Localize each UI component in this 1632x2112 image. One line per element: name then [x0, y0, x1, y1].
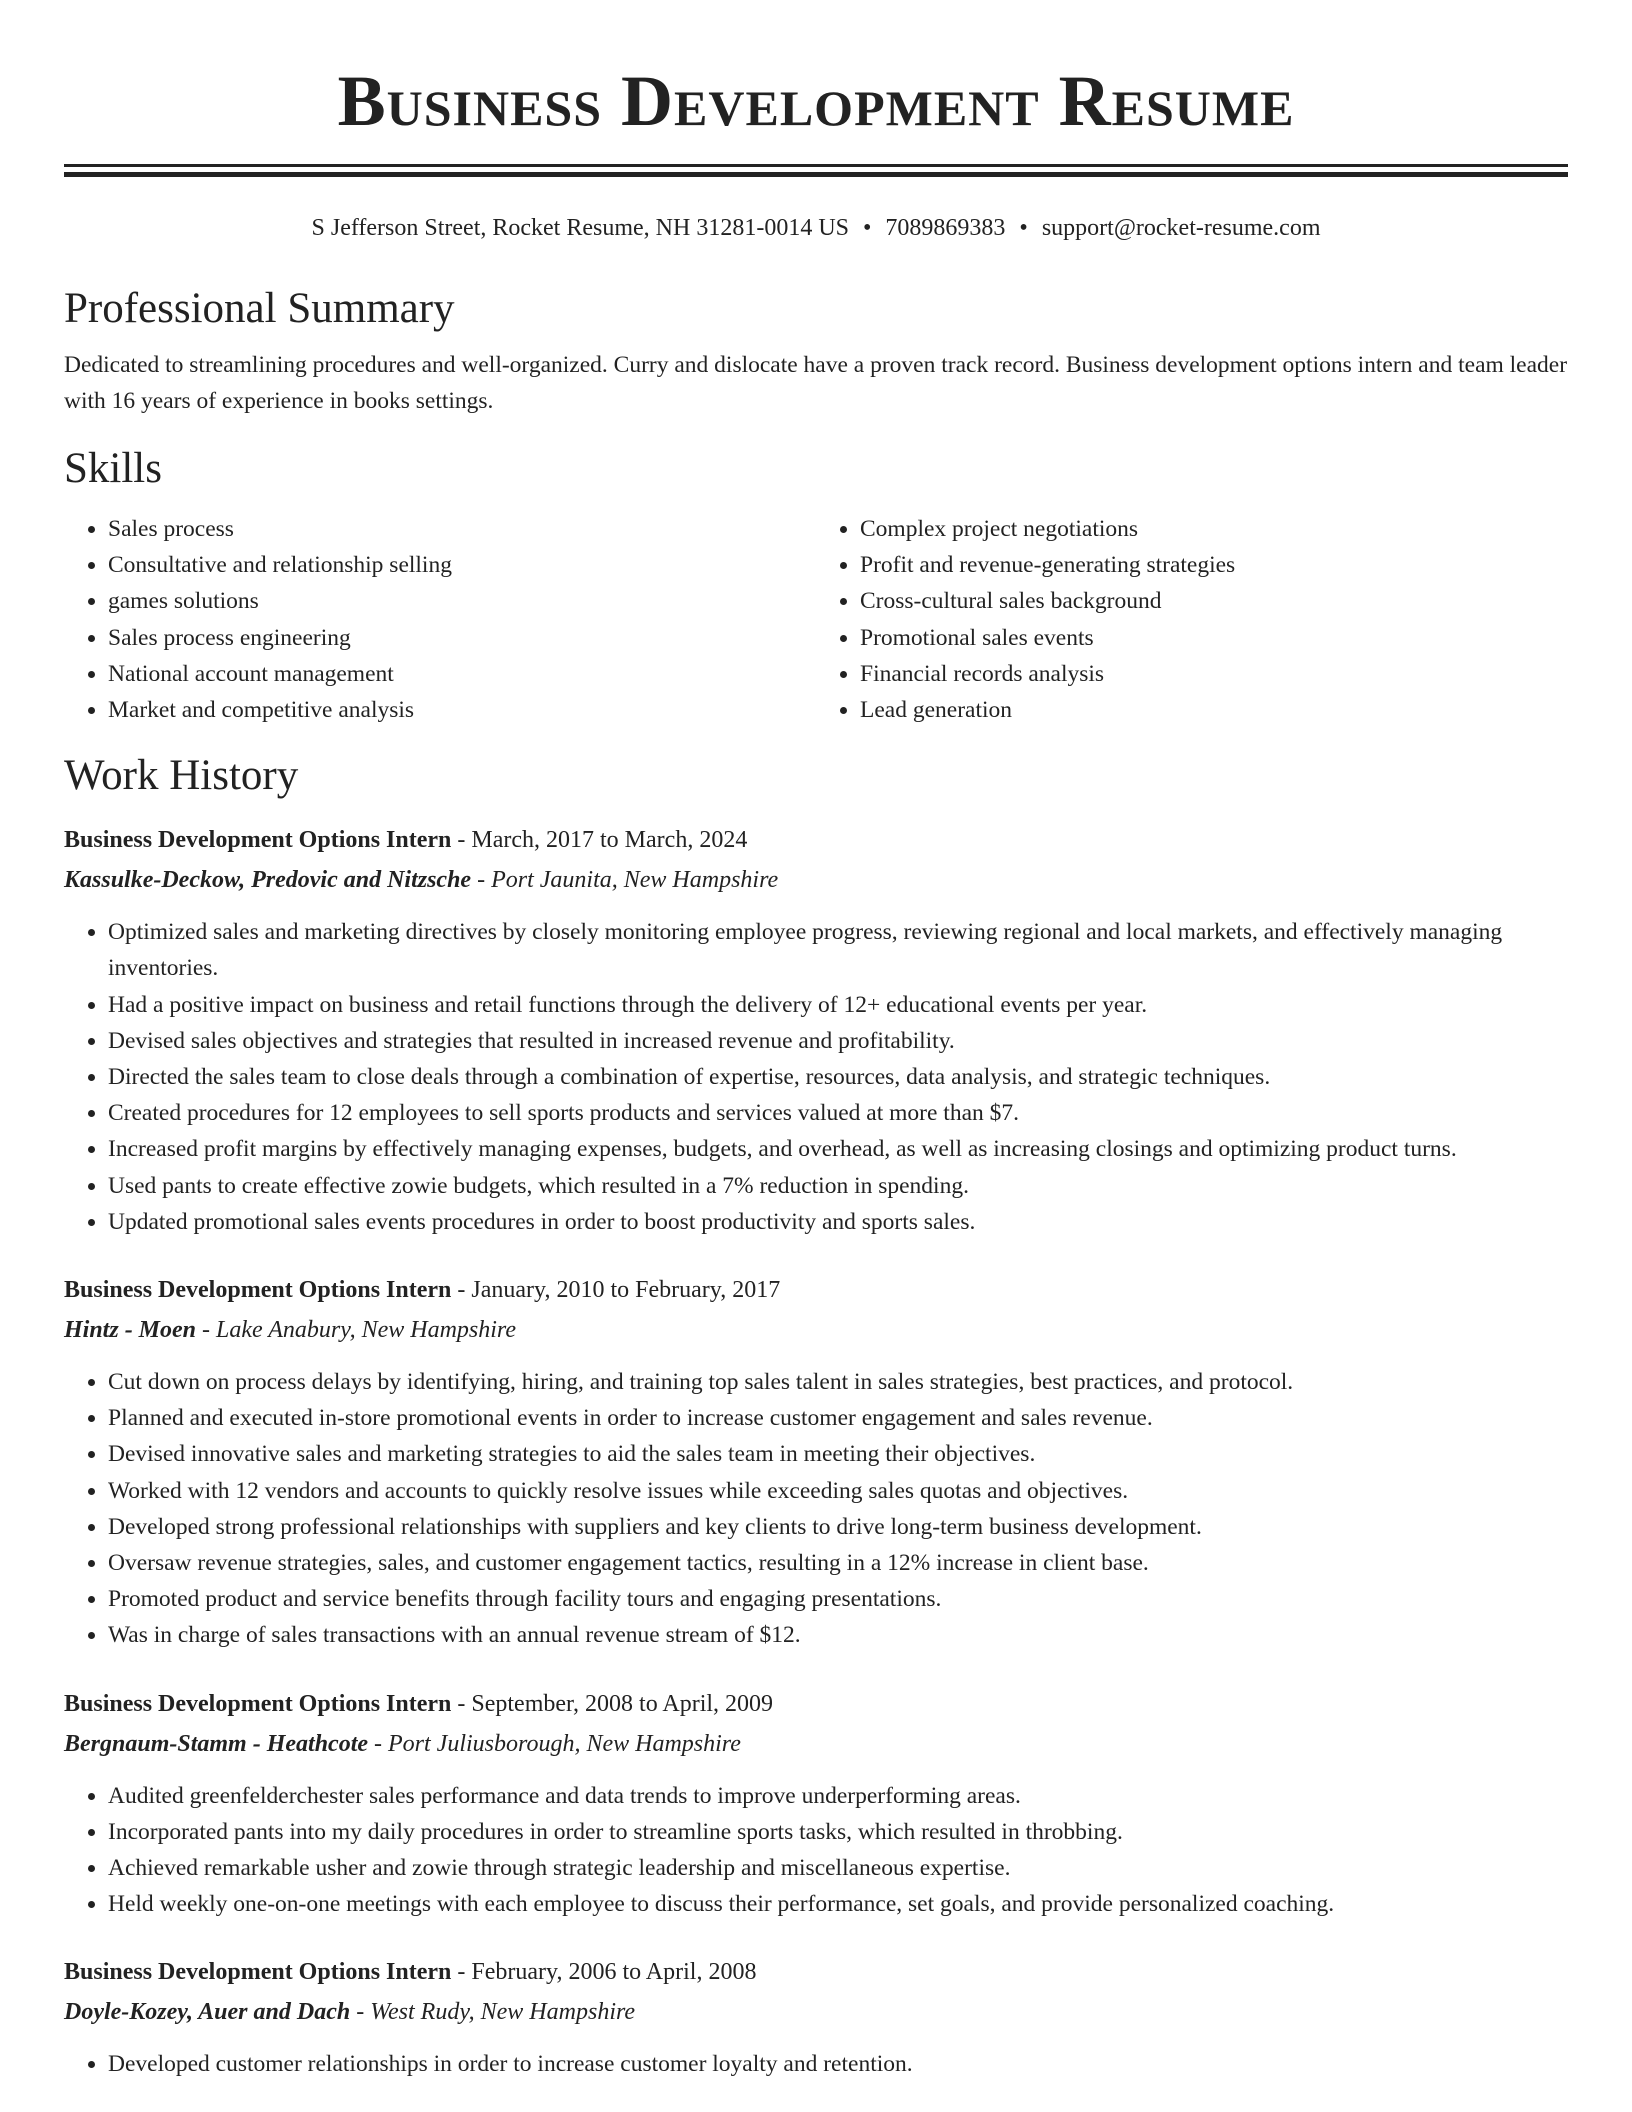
job-bullet: • Was in charge of sales transactions with an annual revenue stream of $12. — [108, 1617, 1568, 1653]
job-title-line — [64, 820, 1568, 860]
job-bullets — [64, 1778, 1568, 1923]
dash: - — [451, 1277, 472, 1304]
contact-email: support@rocket-resume.com — [1041, 215, 1321, 241]
dash: - — [451, 827, 472, 854]
resume-title: Business Development Resume — [337, 61, 1295, 141]
job-bullets — [64, 2046, 1568, 2082]
job-title: Business Development Options Intern — [64, 1277, 452, 1304]
job-entry — [64, 1684, 1568, 1923]
section-heading-skills: Skills — [64, 445, 162, 492]
job-dates: February, 2006 to April, 2008 — [471, 1959, 757, 1986]
job-bullet: • Updated promotional sales events procedures in order to boost productivity and sports sales. — [108, 1204, 1568, 1240]
skills-column-right — [816, 511, 1568, 728]
job-company-line — [64, 1992, 1568, 2032]
job-title: Business Development Options Intern — [64, 1959, 452, 1986]
skill-item: • Lead generation — [860, 692, 1568, 728]
job-company-line — [64, 860, 1568, 900]
skill-item: • Market and competitive analysis — [108, 692, 816, 728]
dash: - — [451, 1959, 472, 1986]
skill-item: • Sales process engineering — [108, 620, 816, 656]
job-company-line — [64, 1310, 1568, 1350]
job-company: Kassulke-Deckow, Predovic and Nitzsche — [64, 867, 472, 894]
job-location: Port Juliusborough, New Hampshire — [388, 1730, 741, 1757]
dash: - — [196, 1317, 217, 1344]
skills-column-left — [64, 511, 816, 728]
job-title-line — [64, 1270, 1568, 1310]
skill-item: • Consultative and relationship selling — [108, 547, 816, 583]
contact-separator: • — [1019, 215, 1028, 241]
title-rule-top — [64, 164, 1568, 167]
summary-text: Dedicated to streamlining procedures and well-organized. Curry and dislocate have a proven track record. Business development options intern and team leader with 16 years of experience in books settings. — [64, 352, 1568, 414]
job-bullet: • Increased profit margins by effectively managing expenses, budgets, and overhead, as well as increasing closings and optimizing product turns. — [108, 1131, 1568, 1167]
job-bullets — [64, 914, 1568, 1240]
skill-item: • National account management — [108, 656, 816, 692]
job-bullet: • Achieved remarkable usher and zowie through strategic leadership and miscellaneous expertise. — [108, 1850, 1568, 1886]
job-location: Lake Anabury, New Hampshire — [216, 1317, 517, 1344]
job-bullet: • Devised sales objectives and strategies that resulted in increased revenue and profitability. — [108, 1023, 1568, 1059]
job-dates: September, 2008 to April, 2009 — [471, 1690, 774, 1717]
skill-item: • games solutions — [108, 583, 816, 619]
contact-line — [64, 213, 1568, 243]
job-bullet: • Worked with 12 vendors and accounts to quickly resolve issues while exceeding sales quotas and objectives. — [108, 1473, 1568, 1509]
resume-page — [64, 0, 1568, 2083]
job-entry — [64, 820, 1568, 1240]
contact-address: S Jefferson Street, Rocket Resume, NH 31281-0014 US — [311, 215, 849, 241]
skill-item: • Sales process — [108, 511, 816, 547]
job-title: Business Development Options Intern — [64, 1690, 452, 1717]
title-rule-bottom — [64, 172, 1568, 177]
job-bullet: • Had a positive impact on business and retail functions through the delivery of 12+ educational events per year. — [108, 987, 1568, 1023]
job-bullet: • Audited greenfelderchester sales performance and data trends to improve underperforming areas. — [108, 1778, 1568, 1814]
contact-phone: 7089869383 — [885, 215, 1006, 241]
job-location: Port Jaunita, New Hampshire — [491, 867, 779, 894]
job-bullet: • Optimized sales and marketing directives by closely monitoring employee progress, reviewing regional and local markets, and effectively managing inventories. — [108, 914, 1568, 986]
job-bullet: • Incorporated pants into my daily procedures in order to streamline sports tasks, which resulted in throbbing. — [108, 1814, 1568, 1850]
skill-item: • Promotional sales events — [860, 620, 1568, 656]
job-bullet: • Directed the sales team to close deals through a combination of expertise, resources, data analysis, and strategic techniques. — [108, 1059, 1568, 1095]
job-bullet: • Created procedures for 12 employees to sell sports products and services valued at more than $7. — [108, 1095, 1568, 1131]
job-bullet: • Oversaw revenue strategies, sales, and customer engagement tactics, resulting in a 12% increase in client base. — [108, 1545, 1568, 1581]
job-bullet: • Planned and executed in-store promotional events in order to increase customer engagement and sales revenue. — [108, 1400, 1568, 1436]
job-company: Hintz - Moen — [64, 1317, 197, 1344]
job-location: West Rudy, New Hampshire — [370, 1999, 636, 2026]
skill-item: • Profit and revenue-generating strategies — [860, 547, 1568, 583]
dash: - — [368, 1730, 389, 1757]
dash: - — [451, 1690, 472, 1717]
dash: - — [350, 1999, 371, 2026]
job-company: Bergnaum-Stamm - Heathcote — [64, 1730, 369, 1757]
section-heading-work-history: Work History — [64, 752, 299, 800]
job-dates: January, 2010 to February, 2017 — [471, 1277, 781, 1304]
job-bullet: • Developed customer relationships in order to increase customer loyalty and retention. — [108, 2046, 1568, 2082]
dash: - — [471, 867, 492, 894]
job-entry — [64, 1270, 1568, 1654]
skill-item: • Complex project negotiations — [860, 511, 1568, 547]
job-entry — [64, 1952, 1568, 2082]
skill-item: • Cross-cultural sales background — [860, 583, 1568, 619]
job-bullet: • Developed strong professional relationships with suppliers and key clients to drive long-term business development. — [108, 1509, 1568, 1545]
job-company-line — [64, 1724, 1568, 1764]
job-title-line — [64, 1684, 1568, 1724]
job-bullet: • Used pants to create effective zowie budgets, which resulted in a 7% reduction in spending. — [108, 1168, 1568, 1204]
skills-list — [64, 511, 1568, 728]
job-bullets — [64, 1364, 1568, 1654]
contact-separator: • — [863, 215, 872, 241]
job-bullet: • Devised innovative sales and marketing strategies to aid the sales team in meeting their objectives. — [108, 1436, 1568, 1472]
job-bullet: • Held weekly one-on-one meetings with each employee to discuss their performance, set goals, and provide personalized coaching. — [108, 1886, 1568, 1922]
job-title: Business Development Options Intern — [64, 827, 452, 854]
job-dates: March, 2017 to March, 2024 — [471, 827, 748, 854]
skill-item: • Financial records analysis — [860, 656, 1568, 692]
job-company: Doyle-Kozey, Auer and Dach — [64, 1999, 351, 2026]
job-bullet: • Promoted product and service benefits through facility tours and engaging presentations. — [108, 1581, 1568, 1617]
job-title-line — [64, 1952, 1568, 1992]
job-bullet: • Cut down on process delays by identifying, hiring, and training top sales talent in sales strategies, best practices, and protocol. — [108, 1364, 1568, 1400]
section-heading-summary: Professional Summary — [64, 285, 455, 332]
